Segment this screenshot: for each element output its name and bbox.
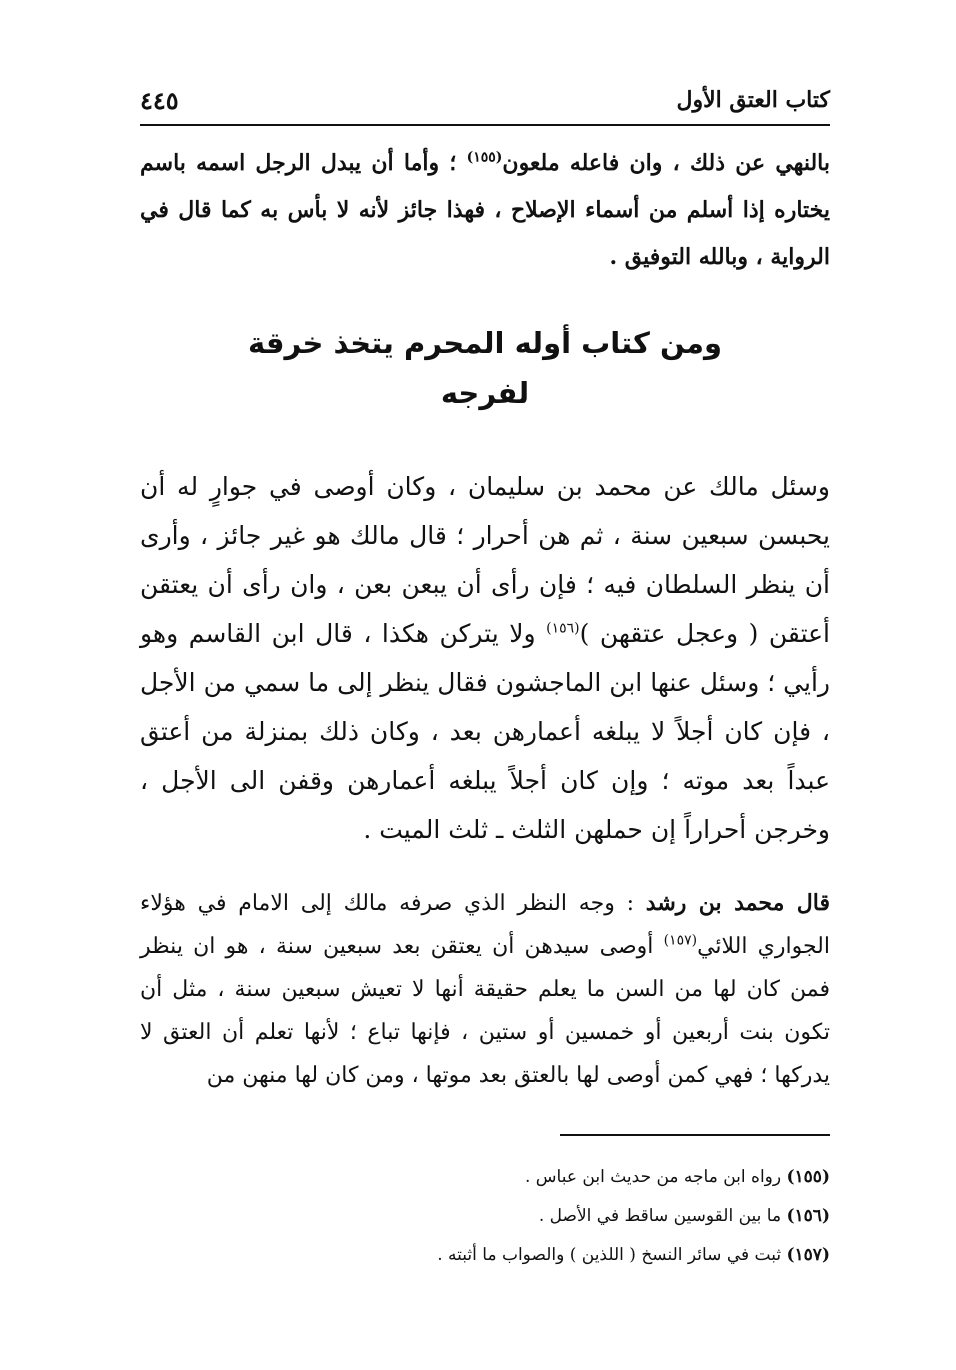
footnote-number: (١٥٥) xyxy=(786,1167,830,1187)
running-title: كتاب العتق الأول xyxy=(676,87,830,113)
footnote-number: (١٥٦) xyxy=(786,1206,830,1226)
footnote-text: ثبت في سائر النسخ ( اللذين ) والصواب ما أثبته . xyxy=(437,1245,787,1265)
question-text-start: وسئل مالك عن محمد بن سليمان ، وكان أوصى في جوارٍ له أن يحبسن سبعين سنة ، ثم هن أحرار ؛ قال مالك هو غير جائز ، وأرى أن ينظر السلطان فيه ؛ فإن رأى أن يبعن بعن ، وان رأى أن يعتقن أعتقن ( وعجل عتقهن ) xyxy=(140,472,830,648)
section-heading-line-2: لفرجه xyxy=(440,376,530,410)
footnote-item xyxy=(140,1158,830,1197)
footnote-ref-157: (١٥٧) xyxy=(663,932,698,949)
intro-paragraph xyxy=(140,140,830,281)
page-number: ٤٤٥ xyxy=(140,85,179,115)
footnote-text: رواه ابن ماجه من حديث ابن عباس . xyxy=(525,1167,787,1187)
header-rule xyxy=(140,124,830,126)
intro-text-end: ؛ وأما أن يبدل الرجل اسمه باسم يختاره إذا أسلم من أسماء الإصلاح ، فهذا جائز لأنه لا بأس به كما قال في الرواية ، وبالله التوفيق . xyxy=(140,150,830,270)
question-text-end: ولا يتركن هكذا ، قال ابن القاسم وهو رأيي ؛ وسئل عنها ابن الماجشون فقال ينظر إلى ما سمي من الأجل ، فإن كان أجلاً لا يبلغه أعمارهن بعد ، وكان ذلك بمنزلة من أعتق عبداً بعد موته ؛ وإن كان أجلاً يبلغه أعمارهن وقفن الى الأجل ، وخرجن أحراراً إن حملهن الثلث ـ ثلث الميت . xyxy=(140,619,830,844)
footnote-separator xyxy=(560,1134,830,1136)
commentary-text-end: أوصى سيدهن أن يعتقن بعد سبعين سنة ، هو ان ينظر فمن كان لها من السن ما يعلم حقيقة أنها لا تعيش سبعين سنة ، مثل أن تكون بنت أربعين أو خمسين أو ستين ، فإنها تباع ؛ لأنها تعلم أن العتق لا يدركها ؛ فهي كمن أوصى لها بالعتق بعد موتها ، ومن كان لها منهن من xyxy=(140,934,831,1088)
footnotes-list xyxy=(140,1158,830,1275)
section-heading-line-1: ومن كتاب أوله المحرم يتخذ خرقة xyxy=(247,326,723,360)
footnote-number: (١٥٧) xyxy=(786,1245,830,1265)
footnote-item xyxy=(140,1236,830,1275)
section-heading xyxy=(140,318,830,418)
footnote-text: ما بين القوسين ساقط في الأصل . xyxy=(538,1206,787,1226)
footnote-item xyxy=(140,1197,830,1236)
intro-text-start: بالنهي عن ذلك ، وان فاعله ملعون xyxy=(502,150,830,176)
commentary-text-start: : وجه النظر الذي صرفه مالك إلى الامام في هؤلاء الجواري اللائي xyxy=(140,891,830,959)
footnote-ref-156: (١٥٦) xyxy=(546,620,580,637)
page-header xyxy=(140,80,830,120)
footnote-ref-155: (١٥٥) xyxy=(466,149,503,166)
commentator-name: قال محمد بن رشد xyxy=(645,890,830,916)
commentary-paragraph xyxy=(140,882,830,1097)
question-paragraph xyxy=(140,462,830,854)
